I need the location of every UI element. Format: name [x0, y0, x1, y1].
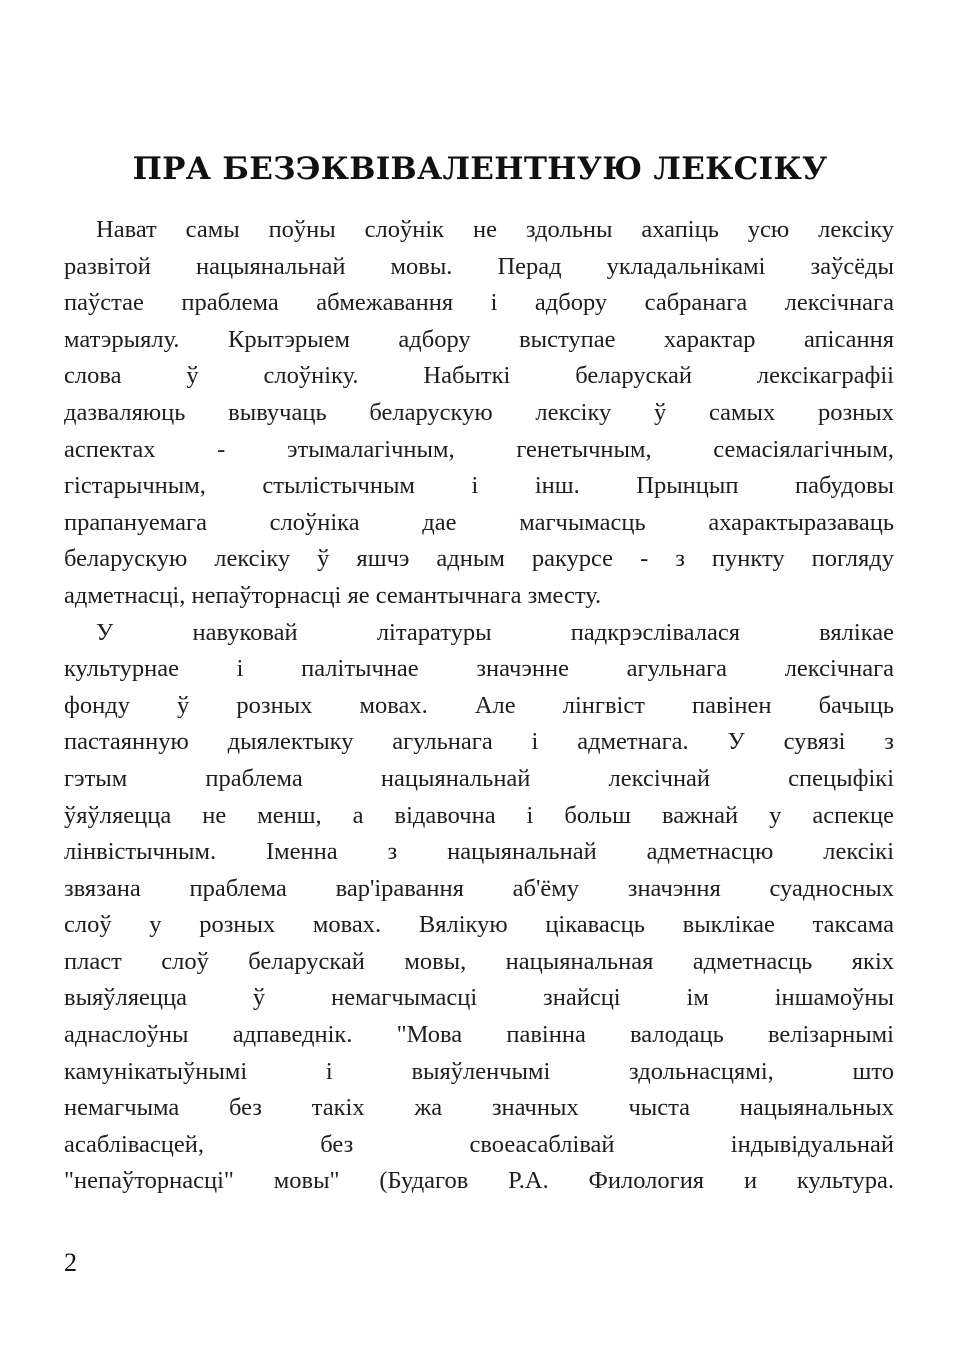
text-line: фонду ў розных мовах. Але лінгвіст павінен бачыць: [64, 691, 894, 719]
text-line: беларускую лексіку ў яшчэ адным ракурсе - з пункту погляду: [64, 545, 894, 573]
text-line: слова ў слоўніку. Набыткі беларускай лексікаграфіі: [64, 362, 894, 390]
text-line: прапануемага слоўніка дае магчымасць ахарактыразаваць: [64, 508, 894, 536]
text-line: дазваляюць вывучаць беларускую лексіку ў самых розных: [64, 398, 894, 426]
page-title: ПРА БЕЗЭКВІВАЛЕНТНУЮ ЛЕКСІКУ: [132, 150, 828, 187]
text-line: У навуковай літаратуры падкрэслівалася вялікае: [96, 618, 894, 646]
text-line: выяўляецца ў немагчымасці знайсці ім іншамоўны: [64, 984, 894, 1012]
text-line: адметнасці, непаўторнасці яе семантычнага зместу.: [64, 581, 602, 609]
text-line: пастаянную дыялектыку агульнага і адметнага. У сувязі з: [64, 728, 894, 756]
text-line: развітой нацыянальнай мовы. Перад укладальнікамі заўсёды: [64, 252, 894, 280]
text-line: культурнае і палітычнае значэнне агульнага лексічнага: [64, 655, 894, 683]
text-line: "непаўторнасці" мовы" (Будагов Р.А. Филология и культура.: [64, 1167, 894, 1195]
paragraph-1: [64, 212, 894, 615]
text-line: слоў у розных мовах. Вялікую цікавасць выклікае таксама: [64, 911, 894, 939]
text-line: аднаслоўны адпаведнік. "Мова павінна валодаць велізарнымі: [64, 1021, 894, 1049]
text-line: Нават самы поўны слоўнік не здольны ахапіць усю лексіку: [96, 216, 894, 243]
text-line: гэтым праблема нацыянальнай лексічнай спецыфікі: [64, 764, 894, 792]
text-line: паўстае праблема абмежавання і адбору сабранага лексічнага: [64, 289, 894, 317]
text-line: матэрыялу. Крытэрыем адбору выступае характар апісання: [64, 325, 894, 353]
paragraph-2: [64, 615, 894, 1201]
text-line: звязана праблема вар'іравання аб'ёму значэння суадносных: [64, 874, 894, 902]
text-line: гістарычным, стылістычным і інш. Прынцып пабудовы: [64, 472, 894, 500]
body-text: [64, 212, 894, 1200]
page-number: 2: [64, 1248, 77, 1277]
text-line: лінвістычным. Іменна з нацыянальнай адметнасцю лексікі: [64, 838, 894, 866]
text-line: ўяўляецца не менш, а відавочна і больш важнай у аспекце: [64, 801, 894, 829]
text-line: асаблівасцей, без своеасаблівай індывідуальнай: [64, 1130, 894, 1158]
text-line: немагчыма без такіх жа значных чыста нацыянальных: [64, 1094, 894, 1122]
text-line: камунікатыўнымі і выяўленчымі здольнасцямі, што: [64, 1057, 894, 1085]
text-line: аспектах - этымалагічным, генетычным, семасіялагічным,: [64, 435, 894, 463]
text-line: пласт слоў беларускай мовы, нацыянальная адметнасць якіх: [64, 947, 894, 975]
